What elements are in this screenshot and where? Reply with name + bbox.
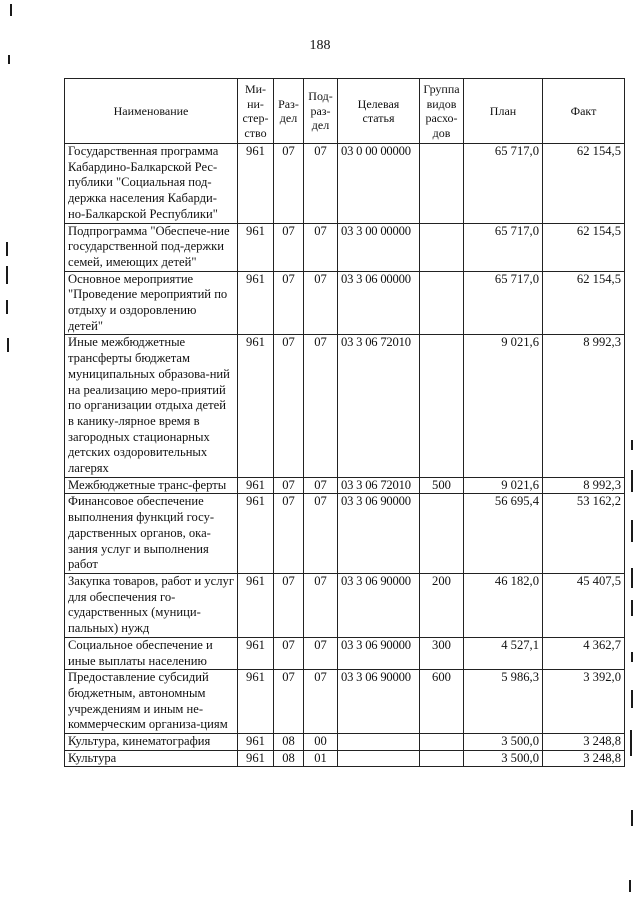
row-expense-group (420, 223, 464, 271)
scan-mark (10, 4, 12, 16)
row-plan: 65 717,0 (464, 271, 543, 335)
table-row (65, 335, 625, 477)
row-fact: 3 392,0 (543, 670, 625, 734)
header-ministry: Ми- ни- стер- ство (238, 79, 274, 144)
row-expense-group (420, 271, 464, 335)
row-section: 07 (274, 494, 304, 574)
row-plan: 56 695,4 (464, 494, 543, 574)
row-subsection: 07 (304, 335, 338, 477)
row-plan: 5 986,3 (464, 670, 543, 734)
row-section: 07 (274, 573, 304, 637)
table-row (65, 494, 625, 574)
scan-mark (631, 600, 633, 616)
row-target: 03 3 00 00000 (338, 223, 420, 271)
row-target: 03 3 06 00000 (338, 271, 420, 335)
page-number: 188 (309, 38, 331, 53)
row-expense-group: 600 (420, 670, 464, 734)
row-section: 07 (274, 144, 304, 224)
scan-mark (631, 568, 633, 588)
header-expense-group: Группа видов расхо- дов (420, 79, 464, 144)
row-ministry: 961 (238, 734, 274, 751)
scan-mark (8, 55, 10, 64)
row-fact: 8 992,3 (543, 477, 625, 494)
table-row (65, 223, 625, 271)
row-subsection: 07 (304, 494, 338, 574)
row-name: Финансовое обеспечение выполнения функций госу-дарственных органов, ока-зания услуг и выполнения работ (65, 494, 238, 574)
header-fact: Факт (543, 79, 625, 144)
row-fact: 3 248,8 (543, 734, 625, 751)
row-expense-group (420, 734, 464, 751)
header-subsection: Под- раз- дел (304, 79, 338, 144)
row-ministry: 961 (238, 223, 274, 271)
row-target: 03 3 06 90000 (338, 573, 420, 637)
row-subsection: 07 (304, 223, 338, 271)
row-fact: 45 407,5 (543, 573, 625, 637)
row-expense-group: 200 (420, 573, 464, 637)
row-ministry: 961 (238, 271, 274, 335)
row-expense-group: 300 (420, 637, 464, 669)
row-subsection: 07 (304, 271, 338, 335)
table-row (65, 477, 625, 494)
table-row (65, 144, 625, 224)
row-section: 07 (274, 477, 304, 494)
row-section: 08 (274, 750, 304, 767)
row-expense-group (420, 750, 464, 767)
table-row (65, 734, 625, 751)
row-ministry: 961 (238, 335, 274, 477)
row-fact: 4 362,7 (543, 637, 625, 669)
row-name: Основное мероприятие "Проведение мероприятий по отдыху и оздоровлению детей" (65, 271, 238, 335)
header-target: Целевая статья (338, 79, 420, 144)
row-ministry: 961 (238, 573, 274, 637)
row-ministry: 961 (238, 670, 274, 734)
scan-mark (6, 266, 8, 284)
row-plan: 65 717,0 (464, 144, 543, 224)
table-row (65, 750, 625, 767)
table-row (65, 573, 625, 637)
row-expense-group (420, 144, 464, 224)
row-fact: 62 154,5 (543, 223, 625, 271)
scan-mark (631, 440, 633, 450)
scan-mark (631, 690, 633, 708)
row-name: Закупка товаров, работ и услуг для обеспечения го-сударственных (муници-пальных) нужд (65, 573, 238, 637)
row-target: 03 3 06 90000 (338, 670, 420, 734)
row-expense-group (420, 494, 464, 574)
row-expense-group (420, 335, 464, 477)
row-fact: 3 248,8 (543, 750, 625, 767)
row-plan: 9 021,6 (464, 477, 543, 494)
scan-mark (631, 470, 633, 492)
row-ministry: 961 (238, 750, 274, 767)
row-name: Предоставление субсидий бюджетным, автономным учреждениям и иным не-коммерческим организа-циям (65, 670, 238, 734)
row-subsection: 00 (304, 734, 338, 751)
row-name: Межбюджетные транс-ферты (65, 477, 238, 494)
row-name: Культура, кинематография (65, 734, 238, 751)
row-ministry: 961 (238, 494, 274, 574)
row-expense-group: 500 (420, 477, 464, 494)
row-name: Иные межбюджетные трансферты бюджетам муниципальных образова-ний на реализацию меро-приятий по организации отдыха детей в канику-лярное время в загородных стационарных детских оздоровительных лагерях (65, 335, 238, 477)
row-target: 03 3 06 90000 (338, 637, 420, 669)
scan-mark (7, 338, 9, 352)
row-ministry: 961 (238, 477, 274, 494)
row-subsection: 01 (304, 750, 338, 767)
header-row (65, 79, 625, 144)
row-plan: 4 527,1 (464, 637, 543, 669)
header-name: Наименование (65, 79, 238, 144)
row-fact: 53 162,2 (543, 494, 625, 574)
row-section: 07 (274, 335, 304, 477)
row-name: Подпрограмма "Обеспече-ние государственной под-держки семей, имеющих детей" (65, 223, 238, 271)
scan-mark (631, 520, 633, 542)
scan-mark (629, 880, 631, 892)
row-section: 07 (274, 223, 304, 271)
row-subsection: 07 (304, 477, 338, 494)
row-target: 03 0 00 00000 (338, 144, 420, 224)
row-target: 03 3 06 72010 (338, 477, 420, 494)
table-row (65, 637, 625, 669)
row-plan: 9 021,6 (464, 335, 543, 477)
header-plan: План (464, 79, 543, 144)
table-row (65, 271, 625, 335)
row-section: 08 (274, 734, 304, 751)
scan-mark (6, 242, 8, 256)
row-fact: 8 992,3 (543, 335, 625, 477)
row-plan: 3 500,0 (464, 734, 543, 751)
header-section: Раз- дел (274, 79, 304, 144)
row-plan: 46 182,0 (464, 573, 543, 637)
scan-mark (631, 652, 633, 662)
row-subsection: 07 (304, 144, 338, 224)
row-name: Социальное обеспечение и иные выплаты населению (65, 637, 238, 669)
row-section: 07 (274, 637, 304, 669)
row-subsection: 07 (304, 637, 338, 669)
row-subsection: 07 (304, 573, 338, 637)
scan-mark (6, 300, 8, 314)
row-plan: 65 717,0 (464, 223, 543, 271)
row-ministry: 961 (238, 637, 274, 669)
row-target (338, 734, 420, 751)
row-plan: 3 500,0 (464, 750, 543, 767)
budget-table (64, 78, 625, 767)
row-ministry: 961 (238, 144, 274, 224)
row-target: 03 3 06 90000 (338, 494, 420, 574)
row-fact: 62 154,5 (543, 144, 625, 224)
row-name: Государственная программа Кабардино-Балкарской Рес-публики "Социальная под-держка населения Кабарди-но-Балкарской Республики" (65, 144, 238, 224)
scan-mark (630, 730, 632, 756)
row-name: Культура (65, 750, 238, 767)
row-fact: 62 154,5 (543, 271, 625, 335)
row-target: 03 3 06 72010 (338, 335, 420, 477)
row-subsection: 07 (304, 670, 338, 734)
scan-mark (631, 810, 633, 826)
table-row (65, 670, 625, 734)
row-section: 07 (274, 271, 304, 335)
row-target (338, 750, 420, 767)
row-section: 07 (274, 670, 304, 734)
